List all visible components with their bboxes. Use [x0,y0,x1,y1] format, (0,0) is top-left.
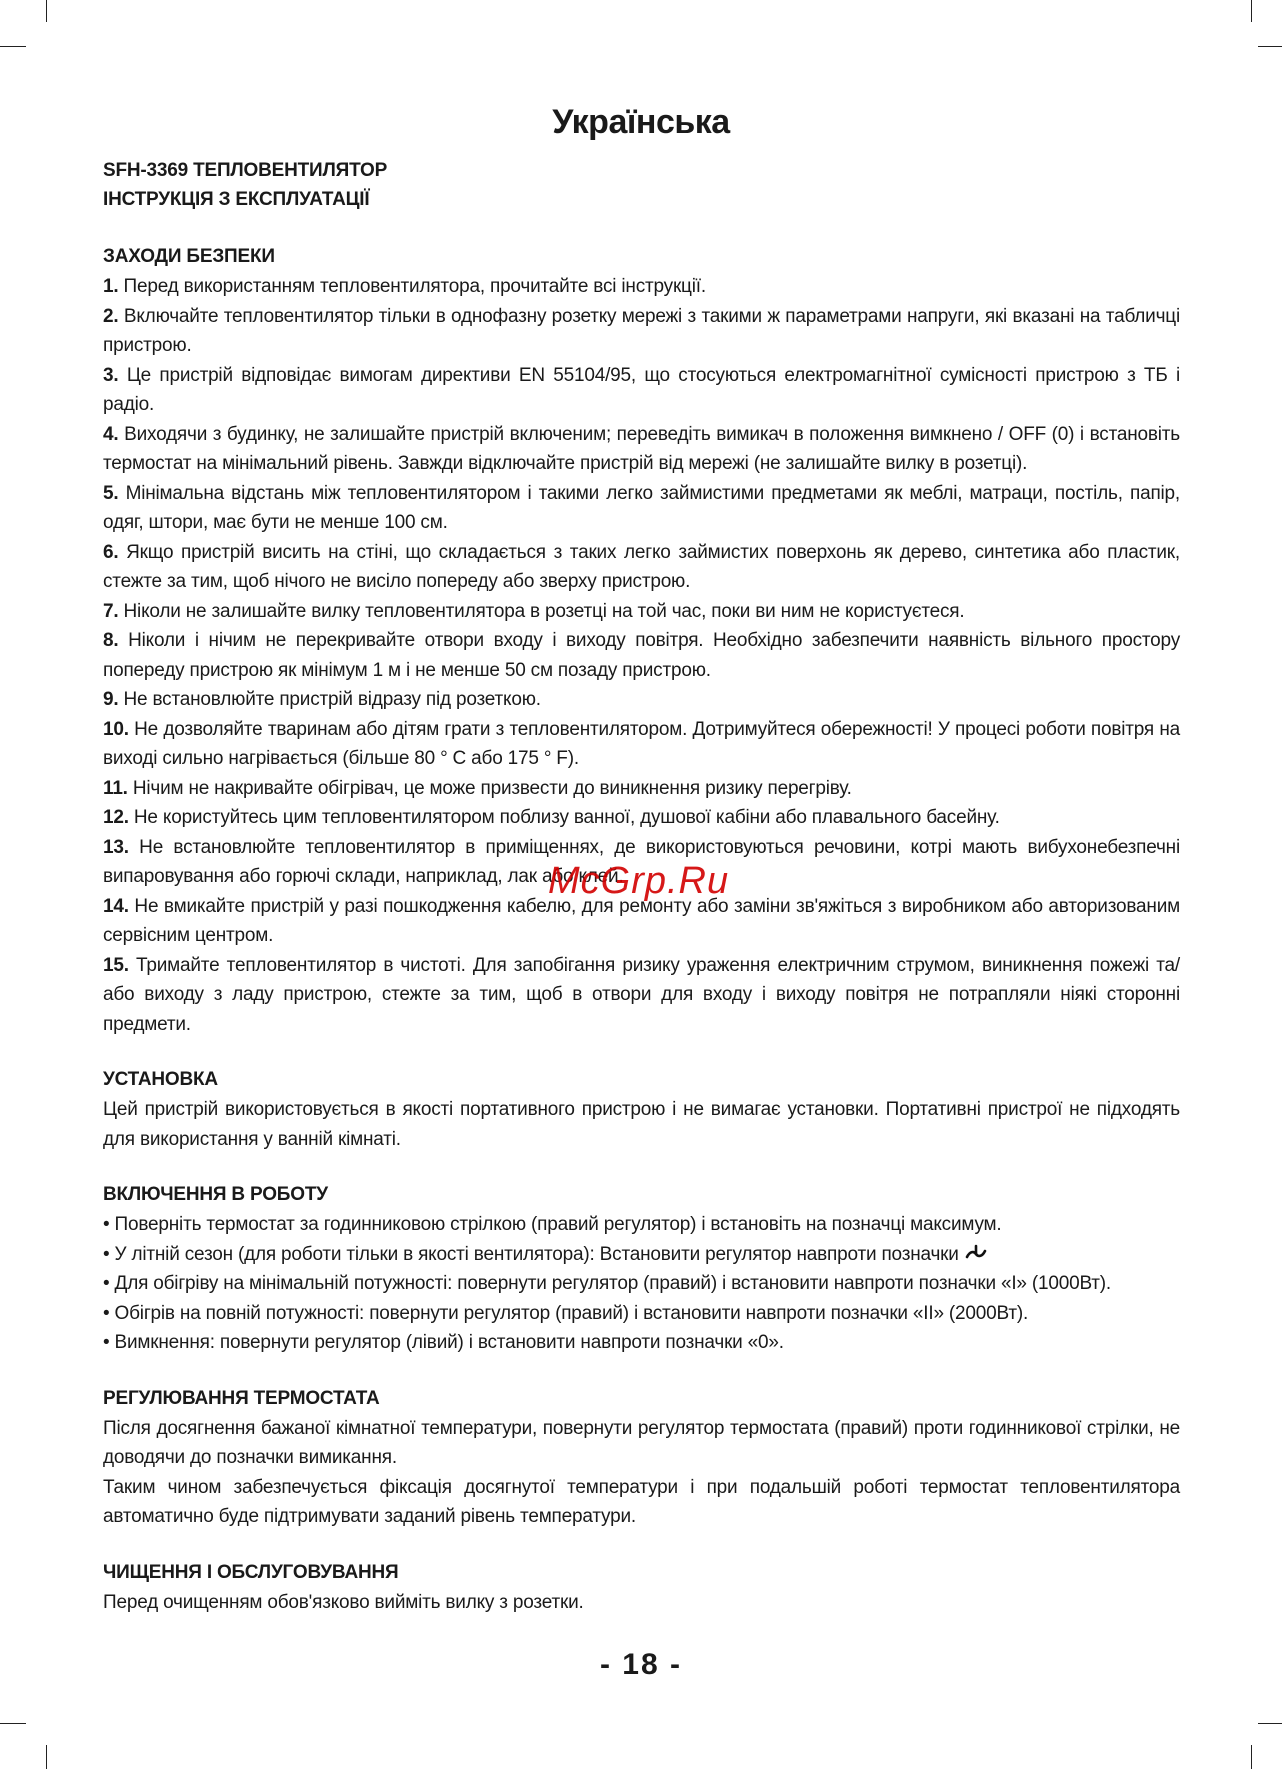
safety-item [103,803,1180,833]
safety-item [103,420,1180,479]
safety-item [103,626,1180,685]
doc-title-manual: ІНСТРУКЦІЯ З ЕКСПЛУАТАЦІЇ [103,189,370,210]
item-text: Включайте тепловентилятор тільки в однофазну розетку мережі з такими ж параметрами напруги, які вказані на табличці пристрою. [103,305,1180,356]
cleaning-heading: ЧИЩЕННЯ І ОБСЛУГОВУВАННЯ [103,1561,399,1583]
item-text: Не вмикайте пристрій у разі пошкодження кабелю, для ремонту або заміни зв'яжіться з виробником або авторизованим сервісним центром. [103,895,1180,946]
item-text: Не користуйтесь цим тепловентилятором поблизу ванної, душової кабіни або плавального басейну. [128,807,1000,828]
item-text: Нічим не накривайте обігрівач, це може призвести до виникнення ризику перегріву. [127,777,852,799]
safety-item [103,685,1180,715]
safety-item [103,361,1180,420]
safety-item [103,538,1180,597]
thermostat-section [103,1384,1180,1532]
language-heading: Українська [552,103,730,141]
operation-item: • Вимкнення: повернути регулятор (лівий) і встановити навпроти позначки «0». [103,1328,1180,1358]
crop-mark-top-right-h [1258,46,1282,47]
fan-symbol-icon [964,1243,988,1263]
item-text: Мінімальна відстань між тепловентилятором і такими легко займистими предметами як меблі, матраци, постіль, папір, одяг, штори, має бути не менше 100 см. [103,482,1180,533]
item-number: 14. [103,895,129,917]
safety-item [103,272,1180,302]
safety-item [103,479,1180,538]
installation-section [103,1065,1180,1154]
item-number: 3. [103,364,119,386]
safety-item [103,597,1180,627]
item-number: 7. [103,600,119,622]
operation-item-text: У літній сезон (для роботи тільки в якості вентилятора): Встановити регулятор навпроти позначки [114,1243,959,1265]
operation-section [103,1180,1180,1358]
item-number: 6. [103,541,119,563]
item-number: 15. [103,954,129,976]
site-watermark: McGrp.Ru [548,860,730,902]
item-text: Тримайте тепловентилятор в чистоті. Для запобігання ризику ураження електричним струмом, виникнення пожежі та/або виходу з ладу пристрою, стежте за тим, щоб в отвори для входу і виходу повітря не потрапляли ніякі сторонні предмети. [103,954,1180,1035]
item-number: 10. [103,718,129,740]
item-number: 13. [103,836,129,858]
thermostat-paragraph: Після досягнення бажаної кімнатної температури, повернути регулятор термостата (правий) проти годинникової стрілки, не доводячи до позначки вимикання. [103,1417,1180,1468]
item-text: Виходячи з будинку, не залишайте пристрій включеним; переведіть вимикач в положення вимкнено / OFF (0) і встановіть термостат на мінімальний рівень. Завжди відключайте пристрій від мережі (не залишайте вилку в розетці). [103,423,1180,474]
operation-item-fan [103,1240,1180,1270]
safety-item [103,774,1180,804]
item-number: 1. [103,276,119,297]
crop-mark-bottom-left-v [46,1745,47,1769]
crop-mark-bottom-right-h [1258,1723,1282,1724]
item-text: Ніколи і нічим не перекривайте отвори входу і виходу повітря. Необхідно забезпечити наявність вільного простору попереду пристрою як мінімум 1 м і не менше 50 см позаду пристрою. [103,630,1180,681]
thermostat-heading: РЕГУЛЮВАННЯ ТЕРМОСТАТА [103,1387,380,1409]
crop-mark-bottom-left-h [0,1723,26,1724]
item-number: 4. [103,423,119,445]
safety-item [103,302,1180,361]
item-text: Не встановлюйте тепловентилятор в приміщеннях, де використовуються речовини, котрі мають вибухонебезпечні випаровування або горючі склади, наприклад, лак або клей. [103,836,1180,887]
cleaning-text: Перед очищенням обов'язково вийміть вилку з розетки. [103,1591,584,1613]
installation-text: Цей пристрій використовується в якості портативного пристрою і не вимагає установки. Портативні пристрої не підходять для використання у ванній кімнаті. [103,1099,1180,1150]
item-text: Не встановлюйте пристрій відразу під розеткою. [118,689,541,710]
operation-item: • Обігрів на повній потужності: повернути регулятор (правий) і встановити навпроти позначки «II» (2000Вт). [103,1299,1180,1329]
item-text: Якщо пристрій висить на стіні, що складається з таких легко займистих поверхонь як дерево, синтетика або пластик, стежте за тим, щоб нічого не висіло попереду або зверху пристрою. [103,541,1180,592]
item-number: 2. [103,305,119,327]
item-text: Ніколи не залишайте вилку тепловентилятора в розетці на той час, поки ви ним не користуєтеся. [118,600,965,622]
item-text: Перед використанням тепловентилятора, прочитайте всі інструкції. [118,276,706,297]
safety-heading: ЗАХОДИ БЕЗПЕКИ [103,246,275,267]
crop-mark-top-left-v [46,0,47,22]
item-number: 9. [103,689,119,710]
crop-mark-bottom-right-v [1251,1745,1252,1769]
safety-item [103,951,1180,1040]
item-number: 11. [103,777,128,799]
safety-section [103,242,1180,1039]
item-text: Не дозволяйте тваринам або дітям грати з тепловентилятором. Дотримуйтеся обережності! У процесі роботи повітря на виході сильно нагрівається (більше 80 ° С або 175 ° F). [103,718,1180,769]
page-number: - 18 - [599,1648,683,1681]
item-number: 8. [103,630,119,651]
operation-heading: ВКЛЮЧЕННЯ В РОБОТУ [103,1184,328,1205]
cleaning-section [103,1558,1180,1618]
installation-heading: УСТАНОВКА [103,1069,218,1090]
item-number: 12. [103,807,129,828]
doc-title-model: SFH-3369 ТЕПЛОВЕНТИЛЯТОР [103,160,388,181]
safety-item [103,715,1180,774]
thermostat-paragraph: Таким чином забезпечується фіксація досягнутої температури і при подальшій роботі термостат тепловентилятора автоматично буде підтримувати заданий рівень температури. [103,1476,1180,1527]
operation-item: • Поверніть термостат за годинниковою стрілкою (правий регулятор) і встановіть на позначці максимум. [103,1210,1180,1240]
crop-mark-top-right-v [1251,0,1252,22]
item-number: 5. [103,482,119,504]
crop-mark-top-left-h [0,46,26,47]
operation-item: • Для обігріву на мінімальній потужності: повернути регулятор (правий) і встановити навпроти позначки «I» (1000Вт). [103,1269,1180,1299]
item-text: Це пристрій відповідає вимогам директиви EN 55104/95, що стосуються електромагнітної сумісності пристрою з ТБ і радіо. [103,364,1180,415]
